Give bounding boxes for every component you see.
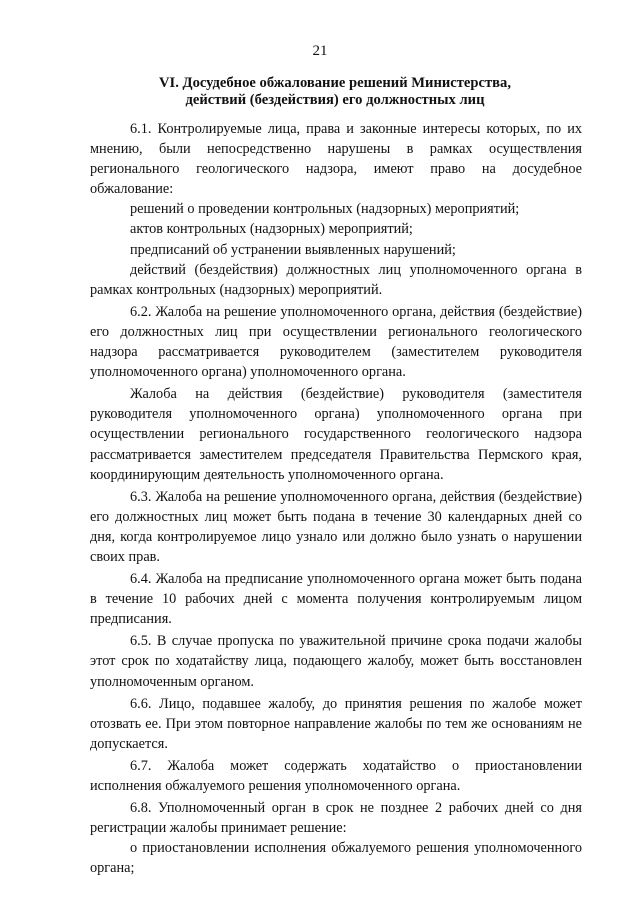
list-item-actions: действий (бездействия) должностных лиц уполномоченного органа в рамках контрольных (надзорных) мероприятий. bbox=[90, 261, 582, 298]
paragraph-6-6: 6.6. Лицо, подавшее жалобу, до принятия решения по жалобе может отозвать ее. При этом повторное направление жалобы по тем же основаниям не допускается. bbox=[90, 695, 582, 752]
page-number: 21 bbox=[312, 43, 328, 59]
paragraph-6-7: 6.7. Жалоба может содержать ходатайство о приостановлении исполнения обжалуемого решения уполномоченного органа. bbox=[90, 757, 582, 794]
paragraph-6-5: 6.5. В случае пропуска по уважительной причине срока подачи жалобы этот срок по ходатайству лица, подающего жалобу, может быть восстановлен уполномоченным органом. bbox=[90, 633, 582, 690]
list-item-orders: предписаний об устранении выявленных нарушений; bbox=[130, 241, 456, 258]
paragraph-6-8: 6.8. Уполномоченный орган в срок не позднее 2 рабочих дней со дня регистрации жалобы принимает решение: bbox=[90, 800, 582, 837]
paragraph-6-4: 6.4. Жалоба на предписание уполномоченного органа может быть подана в течение 10 рабочих дней с момента получения контролируемым лицом предписания. bbox=[90, 571, 582, 628]
section-heading bbox=[90, 75, 580, 109]
paragraph-6-2-complaint-head: Жалоба на действия (бездействие) руководителя (заместителя руководителя уполномоченного органа) уполномоченного органа при осуществлении регионального государственного геологического надзора рассматривается заместителем председателя Правительства Пермского края, координирующим деятельность уполномоченного органа. bbox=[90, 386, 582, 483]
paragraph-6-3: 6.3. Жалоба на решение уполномоченного органа, действия (бездействие) его должностных лиц может быть подана в течение 30 календарных дней со дня, когда контролируемое лицо узнало или должно было узнать о нарушении своих прав. bbox=[90, 488, 582, 565]
list-item-decisions: решений о проведении контрольных (надзорных) мероприятий; bbox=[130, 201, 520, 218]
list-item-suspension: о приостановлении исполнения обжалуемого решения уполномоченного органа; bbox=[90, 840, 582, 877]
paragraph-6-2: 6.2. Жалоба на решение уполномоченного органа, действия (бездействие) его должностных лиц при осуществлении регионального геологического надзора рассматривается руководителем (заместителем руководителя уполномоченного органа) уполномоченного органа. bbox=[90, 303, 582, 381]
list-item-acts: актов контрольных (надзорных) мероприятий; bbox=[130, 221, 413, 238]
paragraph-6-1: 6.1. Контролируемые лица, права и законные интересы которых, по их мнению, были непосредственно нарушены в рамках осуществления регионального геологического надзора, имеют право на досудебное обжалование: bbox=[90, 121, 582, 198]
section-heading-line-1: VI. Досудебное обжалование решений Министерства, bbox=[159, 75, 511, 91]
section-heading-line-2: действий (бездействия) его должностных лиц bbox=[185, 92, 485, 108]
document-body bbox=[90, 119, 582, 878]
